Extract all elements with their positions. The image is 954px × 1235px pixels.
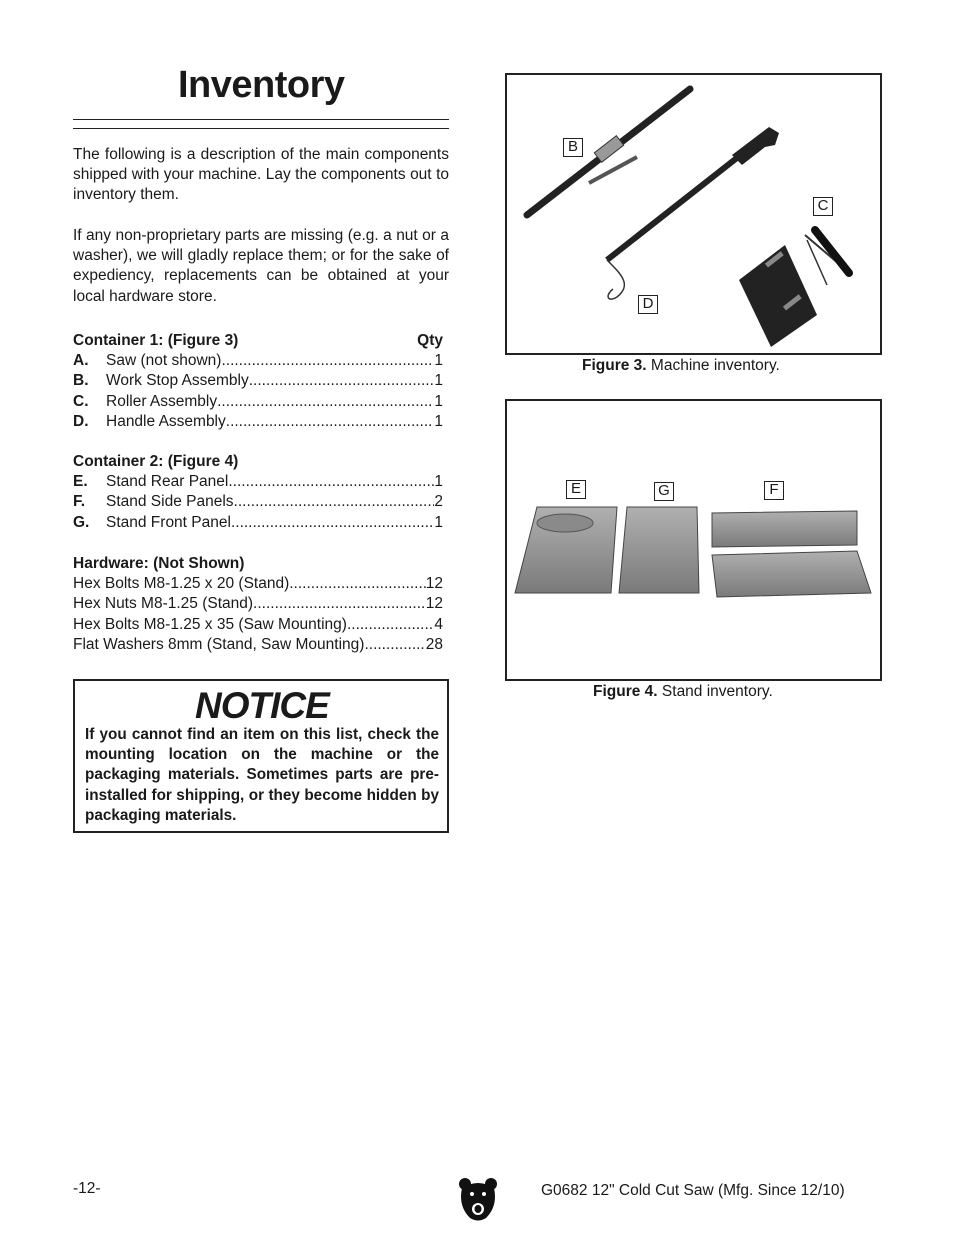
list-item: E. Stand Rear Panel ..... 1 bbox=[73, 472, 443, 492]
list-item: F. Stand Side Panels ..... 2 bbox=[73, 492, 443, 512]
figure3-label-c: C bbox=[813, 197, 833, 216]
stand-front-panel bbox=[619, 507, 699, 593]
handle-shaft bbox=[607, 150, 747, 260]
list-item: A. Saw (not shown) ..... 1 bbox=[73, 351, 443, 371]
figure3-label-b: B bbox=[563, 138, 583, 157]
container1-list bbox=[73, 331, 443, 432]
list-item: Flat Washers 8mm (Stand, Saw Mounting) ..... 28 bbox=[73, 635, 443, 655]
list-item: D. Handle Assembly ..... 1 bbox=[73, 412, 443, 432]
intro-paragraph: The following is a description of the main components shipped with your machine. Lay the components out to inventory them. bbox=[73, 146, 449, 204]
container1-heading: Container 1: (Figure 3) Qty bbox=[73, 331, 443, 351]
title-rule-bottom bbox=[73, 128, 449, 129]
figure4-label-e: E bbox=[566, 480, 586, 499]
handle-cable bbox=[607, 260, 624, 299]
notice-body: If you cannot find an item on this list, check the mounting location on the machine or the packaging materials. Sometimes parts are pre-installed for shipping, or they become hidden by packaging materials. bbox=[85, 726, 439, 824]
list-item: C. Roller Assembly ..... 1 bbox=[73, 392, 443, 412]
list-item: Hex Bolts M8-1.25 x 35 (Saw Mounting) ..... 4 bbox=[73, 615, 443, 635]
figure4-label-g: G bbox=[654, 482, 674, 501]
missing-parts-paragraph: If any non-proprietary parts are missing (e.g. a nut or a washer), we will gladly replace them; or for the sake of expediency, replacements can be obtained at your local hardware store. bbox=[73, 227, 449, 305]
bear-head-logo-icon bbox=[458, 1176, 498, 1222]
figure3-label-d: D bbox=[638, 295, 658, 314]
hardware-list bbox=[73, 554, 443, 655]
work-stop-clamp bbox=[594, 136, 623, 163]
list-item: B. Work Stop Assembly ..... 1 bbox=[73, 371, 443, 391]
page-number: -12- bbox=[73, 1180, 101, 1197]
handle-grip bbox=[732, 127, 779, 165]
figure4-label-f: F bbox=[764, 481, 784, 500]
figure4-image bbox=[505, 399, 882, 681]
stand-panels-illustration bbox=[507, 401, 880, 679]
figure3-caption: Figure 3. Machine inventory. bbox=[582, 357, 780, 374]
title-rule-top bbox=[73, 119, 449, 120]
figure4-caption: Figure 4. Stand inventory. bbox=[593, 683, 773, 700]
stand-side-panel-2 bbox=[712, 551, 871, 597]
container2-heading: Container 2: (Figure 4) bbox=[73, 453, 239, 470]
list-item: G. Stand Front Panel ..... 1 bbox=[73, 513, 443, 533]
notice-box bbox=[73, 679, 449, 833]
qty-heading: Qty bbox=[417, 332, 443, 349]
list-item: Hex Nuts M8-1.25 (Stand) ..... 12 bbox=[73, 594, 443, 614]
figure3-image bbox=[505, 73, 882, 355]
container2-list bbox=[73, 452, 443, 533]
page-title: Inventory bbox=[178, 64, 345, 106]
roller-assembly bbox=[739, 230, 852, 347]
stand-rear-panel bbox=[515, 507, 617, 593]
model-footer: G0682 12" Cold Cut Saw (Mfg. Since 12/10) bbox=[541, 1182, 845, 1199]
list-item: Hex Bolts M8-1.25 x 20 (Stand) ..... 12 bbox=[73, 574, 443, 594]
stand-side-panel-1 bbox=[712, 511, 857, 547]
notice-title: NOTICE bbox=[195, 685, 329, 726]
hardware-heading: Hardware: (Not Shown) bbox=[73, 555, 245, 572]
